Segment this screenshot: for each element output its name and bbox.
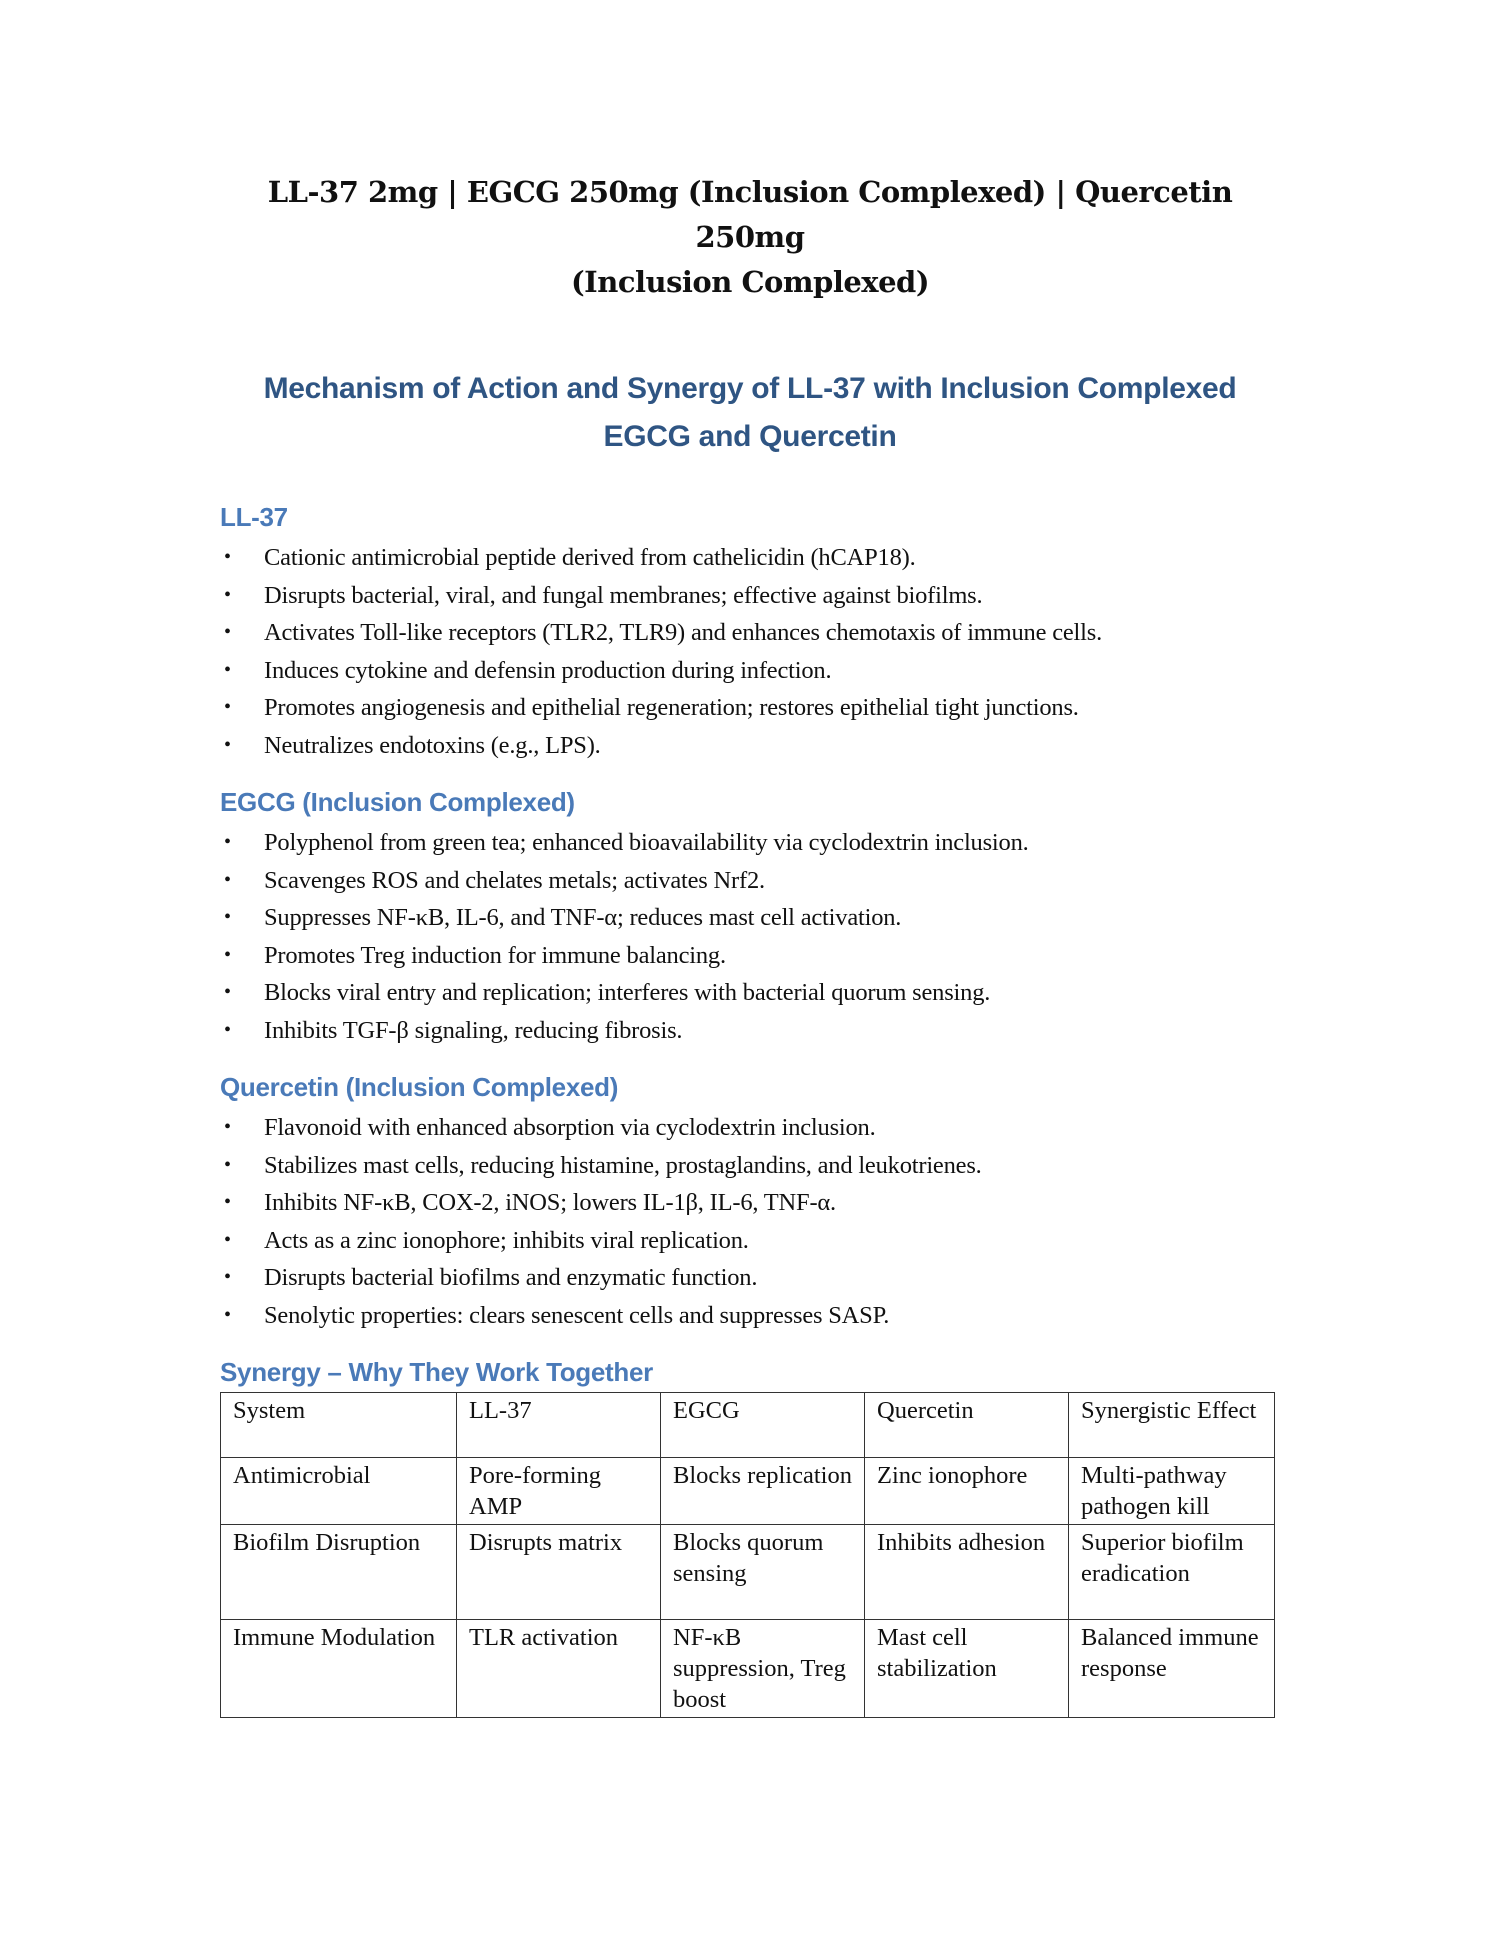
bullet-list-quercetin: [220, 1109, 1280, 1334]
list-item: [220, 1012, 1280, 1050]
bullet-list-ll37: [220, 539, 1280, 764]
bullet-icon: •: [224, 1266, 231, 1288]
bullet-icon: •: [224, 546, 231, 568]
list-item: [220, 1184, 1280, 1222]
table-cell: Pore-forming AMP: [457, 1458, 661, 1525]
list-item-text: Promotes angiogenesis and epithelial regeneration; restores epithelial tight junctions.: [264, 694, 1079, 721]
bullet-icon: •: [224, 696, 231, 718]
list-item: [220, 1297, 1280, 1335]
bullet-icon: •: [224, 981, 231, 1003]
bullet-icon: •: [224, 943, 231, 966]
bullet-icon: •: [224, 733, 231, 756]
list-item: [220, 1222, 1280, 1260]
list-item-text: Blocks viral entry and replication; interferes with bacterial quorum sensing.: [264, 979, 991, 1006]
bullet-list-egcg: [220, 824, 1280, 1049]
list-item-text: Neutralizes endotoxins (e.g., LPS).: [264, 731, 601, 759]
document-subtitle: [220, 365, 1280, 461]
list-item-text: Polyphenol from green tea; enhanced bioavailability via cyclodextrin inclusion.: [264, 829, 1029, 856]
list-item: [220, 862, 1280, 900]
bullet-icon: •: [224, 868, 231, 891]
list-item-text: Senolytic properties: clears senescent cells and suppresses SASP.: [264, 1301, 890, 1329]
section-heading-egcg: EGCG (Inclusion Complexed): [220, 787, 575, 817]
list-item-text: Suppresses NF-κB, IL-6, and TNF-α; reduces mast cell activation.: [264, 904, 902, 931]
list-item: [220, 577, 1280, 615]
table-row: [221, 1620, 1275, 1718]
table-cell: Immune Modulation: [221, 1620, 457, 1718]
table-cell: Blocks replication: [661, 1458, 865, 1525]
list-item-text: Disrupts bacterial, viral, and fungal membranes; effective against biofilms.: [264, 581, 983, 609]
table-cell: TLR activation: [457, 1620, 661, 1718]
column-header-ll37: LL-37: [457, 1393, 661, 1458]
list-item-text: Promotes Treg induction for immune balancing.: [264, 941, 726, 969]
bullet-icon: •: [224, 831, 231, 853]
document-subtitle-line-1: Mechanism of Action and Synergy of LL-37 with Inclusion Complexed: [263, 372, 1237, 405]
list-item: [220, 1259, 1280, 1297]
list-item-text: Cationic antimicrobial peptide derived from cathelicidin (hCAP18).: [264, 544, 916, 571]
list-item: [220, 1109, 1280, 1147]
bullet-icon: •: [224, 658, 231, 681]
section-heading-synergy: Synergy – Why They Work Together: [220, 1357, 653, 1387]
column-header-quercetin: Quercetin: [865, 1393, 1069, 1458]
document-title-line-1: LL-37 2mg | EGCG 250mg (Inclusion Complexed) | Quercetin 250mg: [267, 175, 1233, 254]
document-page: [220, 170, 1280, 1718]
list-item: [220, 539, 1280, 577]
list-item-text: Scavenges ROS and chelates metals; activates Nrf2.: [264, 866, 765, 894]
list-item: [220, 1147, 1280, 1185]
list-item-text: Induces cytokine and defensin production during infection.: [264, 656, 832, 684]
bullet-icon: •: [224, 621, 231, 643]
bullet-icon: •: [224, 583, 231, 606]
table-row: [221, 1525, 1275, 1620]
section-heading-ll37: LL-37: [220, 502, 288, 532]
table-cell: Biofilm Disruption: [221, 1525, 457, 1620]
table-header-row: [221, 1393, 1275, 1458]
list-item: [220, 614, 1280, 652]
bullet-icon: •: [224, 1191, 231, 1213]
list-item: [220, 652, 1280, 690]
bullet-icon: •: [224, 1228, 231, 1251]
table-cell: NF-κB suppression, Treg boost: [661, 1620, 865, 1718]
list-item-text: Inhibits NF-κB, COX-2, iNOS; lowers IL-1β, IL-6, TNF-α.: [264, 1189, 836, 1216]
synergy-table: [220, 1392, 1275, 1718]
list-item: [220, 899, 1280, 937]
bullet-icon: •: [224, 1153, 231, 1176]
table-cell: Disrupts matrix: [457, 1525, 661, 1620]
list-item: [220, 824, 1280, 862]
document-title-line-2: (Inclusion Complexed): [570, 265, 930, 299]
bullet-icon: •: [224, 1116, 231, 1138]
bullet-icon: •: [224, 1303, 231, 1326]
bullet-icon: •: [224, 906, 231, 928]
table-cell: Multi-pathway pathogen kill: [1069, 1458, 1275, 1525]
table-cell: Superior biofilm eradication: [1069, 1525, 1275, 1620]
list-item: [220, 727, 1280, 765]
table-cell: Antimicrobial: [221, 1458, 457, 1525]
list-item: [220, 937, 1280, 975]
list-item: [220, 974, 1280, 1012]
column-header-egcg: EGCG: [661, 1393, 865, 1458]
table-cell: Balanced immune response: [1069, 1620, 1275, 1718]
list-item: [220, 689, 1280, 727]
section-heading-quercetin: Quercetin (Inclusion Complexed): [220, 1072, 619, 1102]
table-cell: Zinc ionophore: [865, 1458, 1069, 1525]
table-cell: Inhibits adhesion: [865, 1525, 1069, 1620]
list-item-text: Disrupts bacterial biofilms and enzymatic function.: [264, 1264, 758, 1291]
list-item-text: Stabilizes mast cells, reducing histamine, prostaglandins, and leukotrienes.: [264, 1151, 982, 1179]
table-cell: Blocks quorum sensing: [661, 1525, 865, 1620]
document-subtitle-line-2: EGCG and Quercetin: [603, 420, 897, 453]
column-header-synergistic-effect: Synergistic Effect: [1069, 1393, 1275, 1458]
list-item-text: Inhibits TGF-β signaling, reducing fibrosis.: [264, 1016, 683, 1044]
bullet-icon: •: [224, 1018, 231, 1041]
document-title: [220, 170, 1280, 305]
column-header-system: System: [221, 1393, 457, 1458]
list-item-text: Flavonoid with enhanced absorption via cyclodextrin inclusion.: [264, 1114, 876, 1141]
list-item-text: Acts as a zinc ionophore; inhibits viral replication.: [264, 1226, 749, 1254]
list-item-text: Activates Toll-like receptors (TLR2, TLR9) and enhances chemotaxis of immune cells.: [264, 619, 1103, 646]
table-cell: Mast cell stabilization: [865, 1620, 1069, 1718]
table-row: [221, 1458, 1275, 1525]
